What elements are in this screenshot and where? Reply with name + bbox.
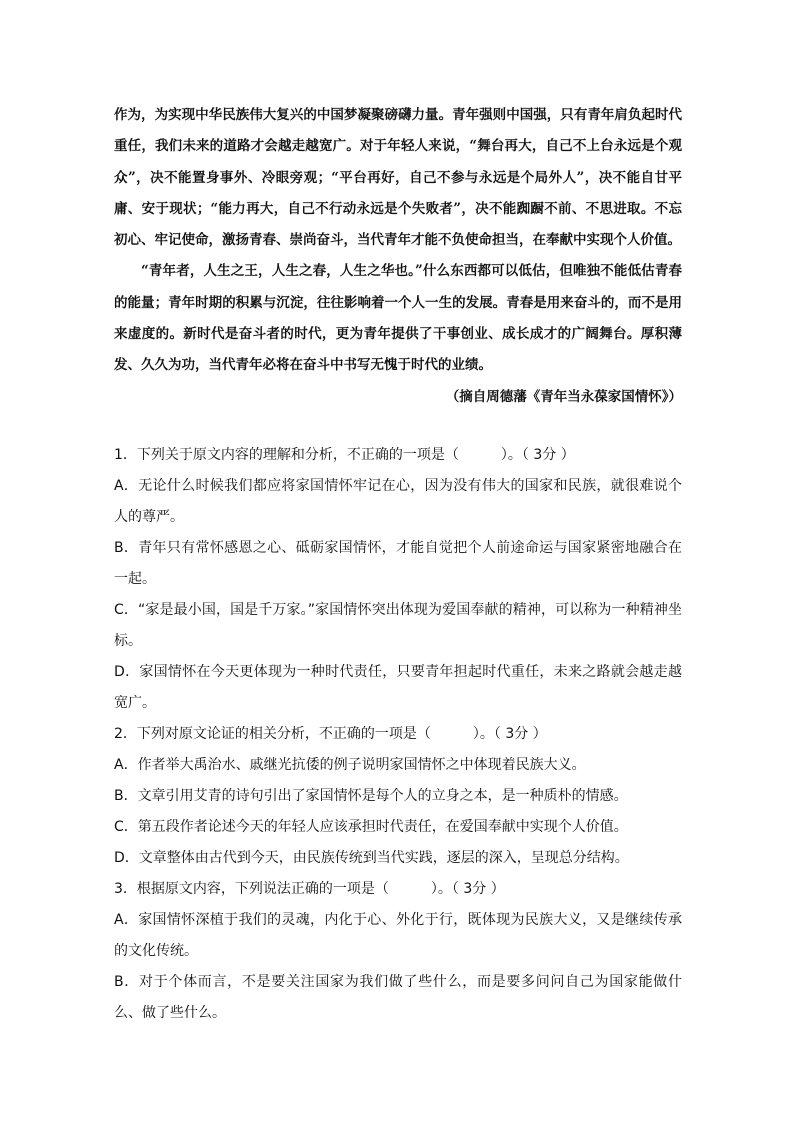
- passage-paragraph: “青年者，人生之王，人生之春，人生之华也。”什么东西都可以低估，但唯独不能低估青春的能量；青年时期的积累与沉淀，往往影响着一个人一生的发展。青春是用来奋斗的，而不是用来虚度的。新时代是奋斗者的时代，更为青年提供了干事创业、成长成才的广阔舞台。厚积薄发、久久为功，当代青年必将在奋斗中书写无愧于时代的业绩。: [114, 263, 682, 374]
- question-1-option-c: C．“家是最小国，国是千万家。”家国情怀突出体现为爱国奉献的精神，可以称为一种精神坐标。: [114, 602, 682, 649]
- question-list: [114, 440, 682, 1029]
- passage-source: （摘自周德藩《青年当永葆家国情怀》）: [445, 388, 682, 405]
- question-3-option-a: A．家国情怀深植于我们的灵魂，内化于心、外化于行，既体现为民族大义，又是继续传承的文化传统。: [114, 912, 682, 959]
- question-2-option-c: C．第五段作者论述今天的年轻人应该承担时代责任，在爱国奉献中实现个人价值。: [114, 819, 628, 835]
- question-1-stem: 1．下列关于原文内容的理解和分析，不正确的一项是（ ）。（ 3分 ）: [114, 447, 575, 463]
- question-2-option-b: B．文章引用艾青的诗句引出了家国情怀是每个人的立身之本，是一种质朴的情感。: [114, 788, 628, 804]
- question-2-stem: 2．下列对原文论证的相关分析，不正确的一项是（ ）。（ 3分 ）: [114, 726, 547, 742]
- question-3-stem: 3．根据原文内容，下列说法正确的一项是（ ）。（ 3分 ）: [114, 881, 505, 897]
- question-2-option-a: A．作者举大禹治水、戚继光抗倭的例子说明家国情怀之中体现着民族大义。: [114, 757, 586, 773]
- reading-passage: [114, 100, 682, 413]
- question-2-option-d: D．文章整体由古代到今天，由民族传统到当代实践，逐层的深入，呈现总分结构。: [114, 850, 629, 866]
- question-1-option-b: B．青年只有常怀感恩之心、砥砺家国情怀，才能自觉把个人前途命运与国家紧密地融合在一起。: [114, 540, 682, 587]
- question-1-option-d: D．家国情怀在今天更体现为一种时代责任，只要青年担起时代重任，未来之路就会越走越宽广。: [114, 664, 682, 711]
- passage-paragraph: 作为，为实现中华民族伟大复兴的中国梦凝聚磅礴力量。青年强则中国强，只有青年肩负起时代重任，我们未来的道路才会越走越宽广。对于年轻人来说，“舞台再大，自己不上台永远是个观众”，决不能置身事外、冷眼旁观；“平台再好，自己不参与永远是个局外人”，决不能自甘平庸、安于现状；“能力再大，自己不行动永远是个失败者”，决不能踟蹰不前、不思进取。不忘初心、牢记使命，激扬青春、崇尚奋斗，当代青年才能不负使命担当，在奉献中实现个人价值。: [114, 107, 682, 249]
- question-1-option-a: A．无论什么时候我们都应将家国情怀牢记在心，因为没有伟大的国家和民族，就很难说个人的尊严。: [114, 478, 682, 525]
- question-3-option-b: B．对于个体而言，不是要关注国家为我们做了些什么，而是要多问问自己为国家能做什么、做了些什么。: [114, 974, 682, 1021]
